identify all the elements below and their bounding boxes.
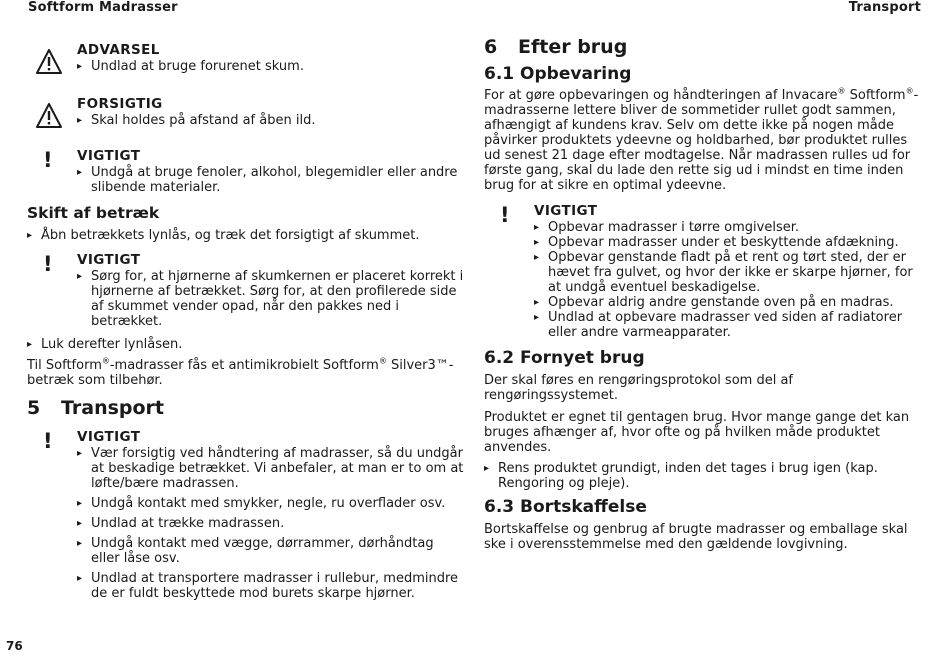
storage-paragraph: For at gøre opbevaringen og håndteringen af Invacare® Softform®-madrasserne lettere bliver de sommetider rullet godt sammen, afhængigt af kundens krav. Selv om dette ikke på nogen måde påvirker produktets ydeevne og holdbarhed, bør produktet rulles ud senest 21 dage efter modtagelse. Når madrassen rulles ud for første gang, skal du lade den rette sig ud i mindst en time inden brug for at sikre en optimal ydeevne. xyxy=(484,86,919,193)
list-item: ▸ Undlad at trække madrassen. xyxy=(77,516,465,531)
list-item: ▸ Åbn betrækkets lynlås, og træk det forsigtigt af skummet. xyxy=(27,228,465,243)
list-item: ▸ Rens produktet grundigt, inden det tages i brug igen (kap. Rengoring og pleje). xyxy=(484,461,924,491)
accessory-paragraph: Til Softform®-madrasser fås et antimikrobielt Softform® Silver3™-betræk som tilbehør. xyxy=(27,356,454,388)
warning-triangle-icon xyxy=(35,48,63,76)
notice-title: VIGTIGT xyxy=(77,252,141,268)
caution-triangle-icon xyxy=(35,102,63,130)
exclamation-icon: ! xyxy=(43,148,53,172)
notice-title: ADVARSEL xyxy=(77,42,160,58)
important-notice xyxy=(27,252,465,329)
list-item: ▸ Opbevar aldrig andre genstande oven på en madras. xyxy=(534,295,924,310)
running-header-section: Transport xyxy=(848,0,921,15)
exclamation-icon: ! xyxy=(43,429,53,453)
list-item: ▸ Undgå kontakt med vægge, dørrammer, dørhåndtag eller låse osv. xyxy=(77,536,465,566)
important-notice xyxy=(484,203,924,340)
notice-list xyxy=(77,269,465,329)
list-item: ▸ Skal holdes på afstand af åben ild. xyxy=(77,113,465,128)
right-column xyxy=(484,36,924,552)
notice-list xyxy=(77,113,465,128)
page-number: 76 xyxy=(6,639,23,653)
section-heading: 6.1 Opbevaring xyxy=(484,64,632,84)
important-notice xyxy=(27,429,465,601)
notice-title: VIGTIGT xyxy=(77,148,141,164)
list-item: ▸ Opbevar madrasser under et beskyttende afdækning. xyxy=(534,235,924,250)
notice-title: VIGTIGT xyxy=(534,203,598,219)
paragraph: Der skal føres en rengøringsprotokol som del af rengøringssystemet. xyxy=(484,373,793,403)
notice-list xyxy=(534,220,924,340)
list-item: ▸ Undlad at bruge forurenet skum. xyxy=(77,59,465,74)
list-item: ▸ Luk derefter lynlåsen. xyxy=(27,337,465,352)
paragraph: Produktet er egnet til gentagen brug. Hvor mange gange det kan bruges afhænger af, hvor ofte og på hvilken måde produktet anvendes. xyxy=(484,410,910,455)
step-list xyxy=(484,461,924,491)
notice-list xyxy=(77,165,465,195)
section-heading: Skift af betræk xyxy=(27,204,160,222)
notice-list xyxy=(77,446,465,601)
notice-list xyxy=(77,59,465,74)
step-list xyxy=(27,228,465,243)
section-heading: 6.3 Bortskaffelse xyxy=(484,497,647,517)
exclamation-icon: ! xyxy=(43,252,53,276)
list-item: ▸ Opbevar genstande fladt på et rent og tørt sted, der er hævet fra gulvet, og hvor der ikke er skarpe hjørner, for at undgå eventuel beskadigelse. xyxy=(534,250,924,295)
list-item: ▸ Sørg for, at hjørnerne af skumkernen er placeret korrekt i hjørnerne af betrækket. Sørg for, at den profilerede side af skummet vender opad, når den pakkes ned i betrækket. xyxy=(77,269,465,329)
running-header-title: Softform Madrasser xyxy=(28,0,178,15)
list-item: ▸ Undlad at transportere madrasser i rullebur, medmindre de er fuldt beskyttede mod burets skarpe hjørner. xyxy=(77,571,465,601)
section-heading: 6.2 Fornyet brug xyxy=(484,348,645,368)
warning-notice xyxy=(27,42,465,74)
list-item: ▸ Undgå kontakt med smykker, negle, ru overflader osv. xyxy=(77,496,465,511)
caution-notice xyxy=(27,96,465,128)
left-column xyxy=(27,36,465,601)
notice-title: VIGTIGT xyxy=(77,429,141,445)
chapter-heading: 5 Transport xyxy=(27,397,165,419)
list-item: ▸ Undgå at bruge fenoler, alkohol, blegemidler eller andre slibende materialer. xyxy=(77,165,465,195)
exclamation-icon: ! xyxy=(500,203,510,227)
list-item: ▸ Vær forsigtig ved håndtering af madrasser, så du undgår at beskadige betrækket. Vi anbefaler, at man er to om at løfte/bære madrassen. xyxy=(77,446,465,491)
list-item: ▸ Undlad at opbevare madrasser ved siden af radiatorer eller andre varmeapparater. xyxy=(534,310,924,340)
chapter-heading: 6 Efter brug xyxy=(484,36,628,58)
important-notice xyxy=(27,148,465,195)
paragraph: Bortskaffelse og genbrug af brugte madrasser og emballage skal ske i overensstemmelse med den gældende lovgivning. xyxy=(484,522,908,552)
step-list xyxy=(27,337,465,352)
notice-title: FORSIGTIG xyxy=(77,96,163,112)
list-item: ▸ Opbevar madrasser i tørre omgivelser. xyxy=(534,220,924,235)
